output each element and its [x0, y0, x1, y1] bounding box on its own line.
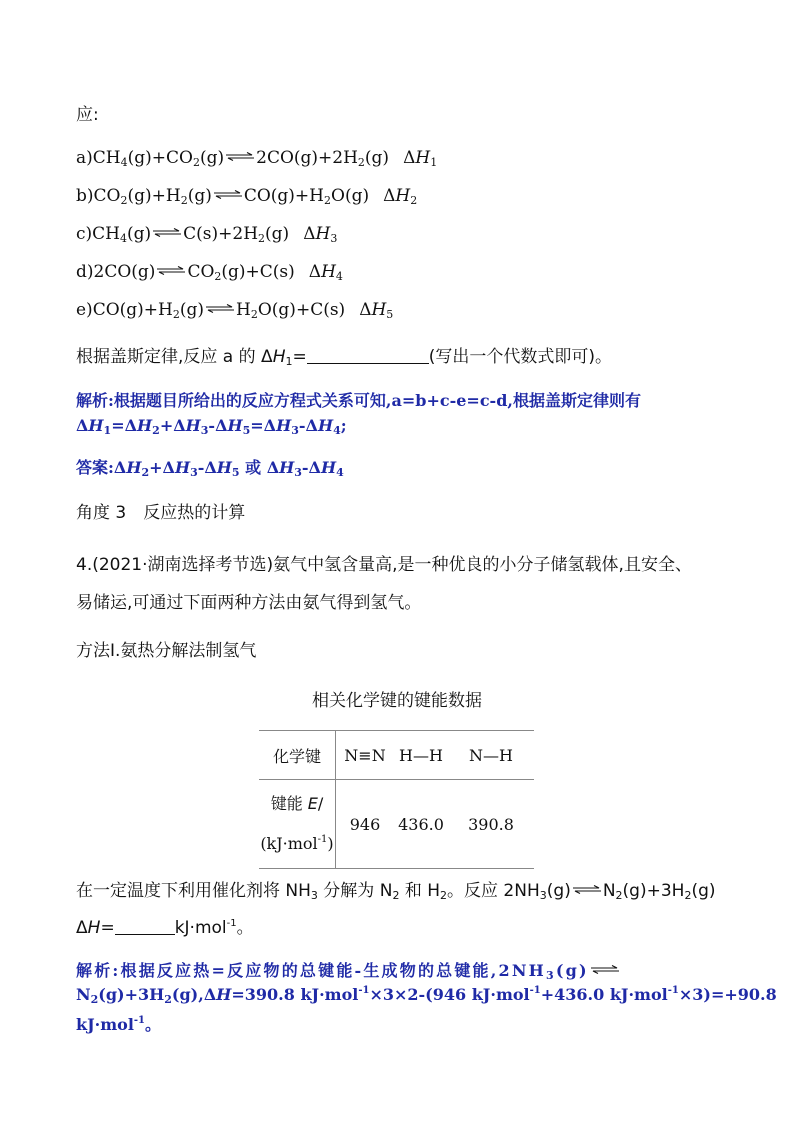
analysis-2-line-2: $N_2(g)+3H_2(g),\Delta H=390.8$ kJ·mol$^{-1}$×3×2-(946 kJ·mol$^{-1}$+436.0 kJ·mol$^{-1}$×3)=+90.8	[76, 985, 777, 1006]
intro-text: 应:	[76, 105, 99, 125]
equilibrium-arrow-icon	[213, 190, 243, 199]
answer-blank-1[interactable]	[307, 347, 429, 364]
analysis-1-line-1: 解析:根据题目所给出的反应方程式关系可知,a=b+c-e=c-d,根据盖斯定律则有	[76, 391, 641, 410]
section-heading: 角度 3 反应热的计算	[76, 503, 246, 523]
table-bond: N—H	[469, 745, 513, 765]
equilibrium-arrow-icon	[152, 228, 182, 237]
reaction-a	[76, 148, 437, 169]
table-row-label-2: (kJ·mol$^{-1}$)	[260, 834, 334, 853]
table-row-label	[259, 780, 336, 869]
reaction-e	[76, 300, 393, 321]
reaction-products: $2CO(g)+2H_2(g)$	[256, 148, 390, 169]
question-2-line-1: 在一定温度下利用催化剂将 $NH_3$ 分解为 $N_2$ 和 $H_2$。反应 $2NH_3(g)$ $N_2(g)+3H_2(g)$	[76, 881, 716, 902]
question-1-eq: =	[292, 347, 307, 367]
table-value: 390.8	[468, 814, 514, 834]
table-header-row	[259, 731, 534, 780]
reaction-reactants: $CO(g)+H_2(g)$	[92, 300, 205, 321]
reaction-label: a)	[76, 148, 93, 168]
table-bond: N≡N	[344, 745, 386, 765]
question-2-dh: ΔH=	[76, 918, 115, 938]
answer-1: 答案$:\Delta H_2+\Delta H_3-\Delta H_5$ 或 $\Delta H_3-\Delta H_4$	[76, 458, 344, 479]
reaction-label: b)	[76, 186, 94, 206]
reaction-reactants: $CO_2(g)+H_2(g)$	[93, 186, 212, 207]
problem-4-line-1: 4.(2021·湖南选择考节选)氨气中氢含量高,是一种优良的小分子储氢载体,且安全、	[76, 555, 692, 575]
table-row-label-1: 键能 E/	[270, 794, 324, 813]
equilibrium-arrow-icon	[590, 965, 620, 974]
question-1-dh: $\Delta H_1$	[261, 347, 293, 368]
reaction-products: $CO_2(g)+C(s)$	[187, 262, 295, 283]
equilibrium-arrow-icon	[156, 266, 186, 275]
question-1	[76, 342, 612, 368]
analysis-2-line-3: kJ·mol$^{-1}$。	[76, 1015, 162, 1034]
reaction-b	[76, 186, 417, 207]
equilibrium-arrow-icon	[572, 885, 602, 894]
reaction-products: $CO(g)+H_2O(g)$	[243, 186, 370, 207]
reaction-c	[76, 224, 337, 245]
table-header-label: 化学键	[259, 731, 336, 780]
reaction-enthalpy: $\Delta H_3$	[303, 224, 338, 245]
problem-4-line-2: 易储运,可通过下面两种方法由氨气得到氢气。	[76, 593, 422, 613]
table-value-row	[259, 780, 534, 869]
analysis-1-line-2: $\Delta H_1=\Delta H_2+\Delta H_3-\Delta H_5=\Delta H_3-\Delta H_4$;	[76, 416, 347, 437]
table-title: 相关化学键的键能数据	[312, 691, 482, 711]
bond-energy-table	[259, 730, 534, 869]
method-heading: 方法Ⅰ.氨热分解法制氢气	[76, 641, 257, 661]
reaction-d	[76, 262, 343, 283]
reaction-label: d)	[76, 262, 94, 282]
reaction-products: $C(s)+2H_2(g)$	[183, 224, 290, 245]
reaction-reactants: $CH_4(g)+CO_2(g)$	[92, 148, 225, 169]
answer-blank-2[interactable]	[115, 918, 175, 935]
equilibrium-arrow-icon	[205, 304, 235, 313]
reaction-products: $H_2O(g)+C(s)$	[236, 300, 346, 321]
reaction-reactants: $CH_4(g)$	[92, 224, 152, 245]
reaction-label: e)	[76, 300, 93, 320]
reaction-enthalpy: $\Delta H_2$	[383, 186, 418, 207]
analysis-2-line-1: 解析:根据反应热=反应物的总键能-生成物的总键能$,2NH_3(g)$	[76, 958, 621, 982]
table-value: 946	[349, 814, 381, 834]
question-1-prefix: 根据盖斯定律,反应 a 的	[76, 347, 262, 367]
question-2-line-2	[76, 913, 254, 938]
table-value: 436.0	[398, 814, 444, 834]
question-1-suffix: (写出一个代数式即可)。	[428, 347, 612, 367]
table-bond: H—H	[399, 745, 443, 765]
question-2-unit: kJ·mol$^{-1}$。	[174, 918, 254, 938]
reaction-label: c)	[76, 224, 93, 244]
equilibrium-arrow-icon	[225, 152, 255, 161]
reaction-reactants: 2CO(g)	[93, 262, 156, 282]
reaction-enthalpy: $\Delta H_1$	[403, 148, 438, 169]
reaction-enthalpy: $\Delta H_5$	[359, 300, 394, 321]
reaction-enthalpy: $\Delta H_4$	[308, 262, 343, 283]
